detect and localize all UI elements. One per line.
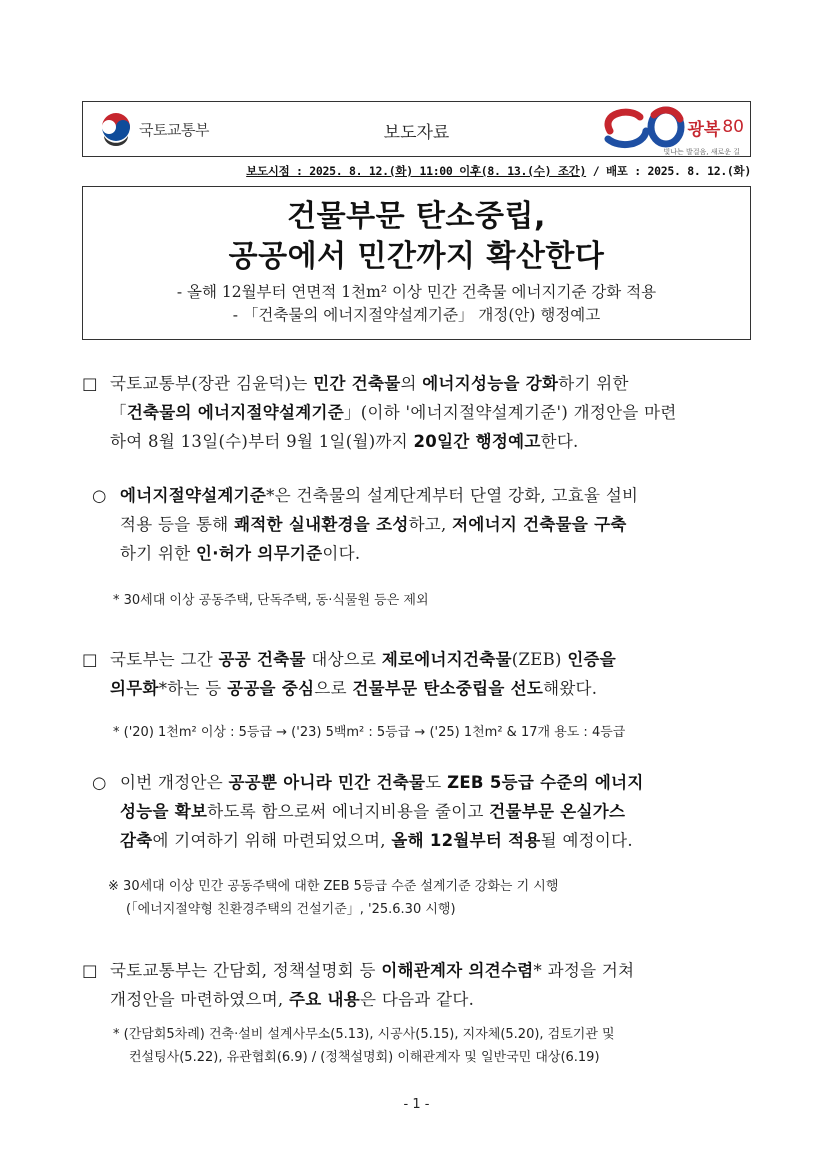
text: 국토교통부(장관 김윤덕)는 xyxy=(110,374,314,393)
emphasis: 에너지절약설계기준 xyxy=(120,486,267,505)
distribution-date: / 배포 : 2025. 8. 12.(화) xyxy=(586,164,751,178)
footnote-text: (「에너지절약형 친환경주택의 건설기준」, '25.6.30 시행) xyxy=(126,902,456,917)
emphasis: 성능을 확보 xyxy=(120,802,208,821)
emphasis: 주요 내용 xyxy=(289,990,361,1009)
emphasis: 공공을 중심 xyxy=(227,679,315,698)
text: 이번 개정안은 xyxy=(120,773,229,792)
paragraph-3 xyxy=(82,645,754,703)
paragraph-2 xyxy=(92,481,754,568)
emphasis: 공공뿐 아니라 민간 건축물 xyxy=(228,773,426,792)
text: 대상으로 xyxy=(305,650,382,669)
text: 으로 xyxy=(314,679,353,698)
text: 하기 위한 xyxy=(120,544,197,563)
text: *은 건축물의 설계단계부터 단열 강화, 고효율 설비 xyxy=(266,486,639,505)
headline-line-1: 건물부문 탄소중립, xyxy=(287,199,546,234)
text: 의 xyxy=(400,374,423,393)
ministry-name: 국토교통부 xyxy=(139,120,209,139)
footnote-1 xyxy=(113,589,429,612)
emphasis: 저에너지 건축물을 구축 xyxy=(452,515,627,534)
text: 하도록 함으로써 에너지비용을 줄이고 xyxy=(207,802,490,821)
emphasis: ZEB 5등급 수준의 에너지 xyxy=(447,773,644,792)
paragraph-5 xyxy=(82,956,754,1014)
liberation-80-emblem-icon xyxy=(600,105,686,149)
text: 될 예정이다. xyxy=(540,831,633,850)
subheadline-line-1: - 올해 12월부터 연면적 1천m² 이상 민간 건축물 에너지기준 강화 적용 xyxy=(176,283,657,301)
box-bullet: □ xyxy=(82,961,98,980)
release-time: 보도시점 : 2025. 8. 12.(화) 11:00 이후(8. 13.(수) 조간) xyxy=(246,164,587,178)
emphasis: 감축 xyxy=(120,831,153,850)
text: 이다. xyxy=(322,544,361,563)
box-bullet: □ xyxy=(82,374,98,393)
emphasis: 제로에너지건축물 xyxy=(381,650,512,669)
asterisk-marker: * xyxy=(113,593,120,608)
headline xyxy=(83,197,750,277)
emphasis: 건물부문 탄소중립을 선도 xyxy=(352,679,544,698)
text: 하고, xyxy=(408,515,453,534)
emphasis: 20일간 행정예고 xyxy=(413,432,541,451)
circle-bullet: ○ xyxy=(92,773,107,792)
emphasis: 인·허가 의무기준 xyxy=(196,544,323,563)
circle-bullet: ○ xyxy=(92,486,107,505)
text: 하여 8월 13일(수)부터 9월 1일(월)까지 xyxy=(110,432,414,451)
footnote-text: 30세대 이상 공동주택, 단독주택, 동·식물원 등은 제외 xyxy=(123,593,429,608)
text: 「 xyxy=(110,403,127,422)
asterisk-marker: * xyxy=(113,1027,120,1042)
emphasis: 공공 건축물 xyxy=(218,650,306,669)
paragraph-4 xyxy=(92,768,754,855)
brand-number: 80 xyxy=(722,117,744,137)
text: 은 다음과 같다. xyxy=(360,990,475,1009)
text: (ZEB) xyxy=(511,650,568,669)
emphasis: 건축물의 에너지절약설계기준 xyxy=(126,403,344,422)
subheadline xyxy=(83,281,750,327)
emphasis: 민간 건축물 xyxy=(313,374,401,393)
text: 에 기여하기 위해 마련되었으며, xyxy=(152,831,392,850)
footnote-3 xyxy=(108,875,558,921)
text: 」(이하 '에너지절약설계기준') 개정안을 마련 xyxy=(343,403,677,422)
text: 도 xyxy=(425,773,448,792)
footnote-4 xyxy=(113,1023,753,1069)
text: 하기 위한 xyxy=(558,374,629,393)
reference-marker: ※ xyxy=(108,879,119,894)
footnote-text: 30세대 이상 민간 공동주택에 대한 ZEB 5등급 수준 설계기준 강화는 기 시행 xyxy=(123,879,559,894)
emphasis: 에너지성능을 강화 xyxy=(422,374,559,393)
emphasis: 올해 12월부터 적용 xyxy=(391,831,541,850)
document-type: 보도자료 xyxy=(383,123,450,143)
text: 국토부는 그간 xyxy=(110,650,219,669)
subheadline-line-2: - 「건축물의 에너지절약설계기준」 개정(안) 행정예고 xyxy=(232,306,601,324)
footnote-text: (간담회5차례) 건축·설비 설계사무소(5.13), 시공사(5.15), 지자체(5.20), 검토기관 및 xyxy=(123,1027,615,1042)
emphasis: 이해관계자 의견수렴 xyxy=(381,961,534,980)
asterisk-marker: * xyxy=(113,725,120,740)
paragraph-1 xyxy=(82,369,754,456)
release-info xyxy=(82,163,751,179)
text: 적용 등을 통해 xyxy=(120,515,235,534)
emphasis: 쾌적한 실내환경을 조성 xyxy=(234,515,409,534)
title-box xyxy=(82,186,751,340)
brand-text: 광복 xyxy=(687,119,721,140)
page-number: - 1 - xyxy=(403,1097,430,1112)
emphasis: 건물부문 온실가스 xyxy=(489,802,626,821)
box-bullet: □ xyxy=(82,650,98,669)
emphasis: 의무화 xyxy=(110,679,159,698)
text: *하는 등 xyxy=(158,679,228,698)
text: 해왔다. xyxy=(543,679,598,698)
footnote-2 xyxy=(113,721,625,744)
footnote-text: 컨설팅사(5.22), 유관협회(6.9) / (정책설명회) 이해관계자 및 일반국민 대상(6.19) xyxy=(129,1050,600,1065)
headline-line-2: 공공에서 민간까지 확산한다 xyxy=(228,239,605,274)
brand-subtitle: 빛나는 발걸음, 새로운 길 xyxy=(663,148,740,156)
text: 한다. xyxy=(540,432,579,451)
emphasis: 인증을 xyxy=(567,650,617,669)
press-header xyxy=(82,101,751,157)
text: 국토교통부는 간담회, 정책설명회 등 xyxy=(110,961,382,980)
liberation-80-logo xyxy=(600,105,745,156)
footnote-text: ('20) 1천m² 이상 : 5등급 → ('23) 5백m² : 5등급 → ('25) 1천m² & 17개 용도 : 4등급 xyxy=(123,725,626,740)
text: 개정안을 마련하였으며, xyxy=(110,990,290,1009)
text: * 과정을 거쳐 xyxy=(533,961,635,980)
